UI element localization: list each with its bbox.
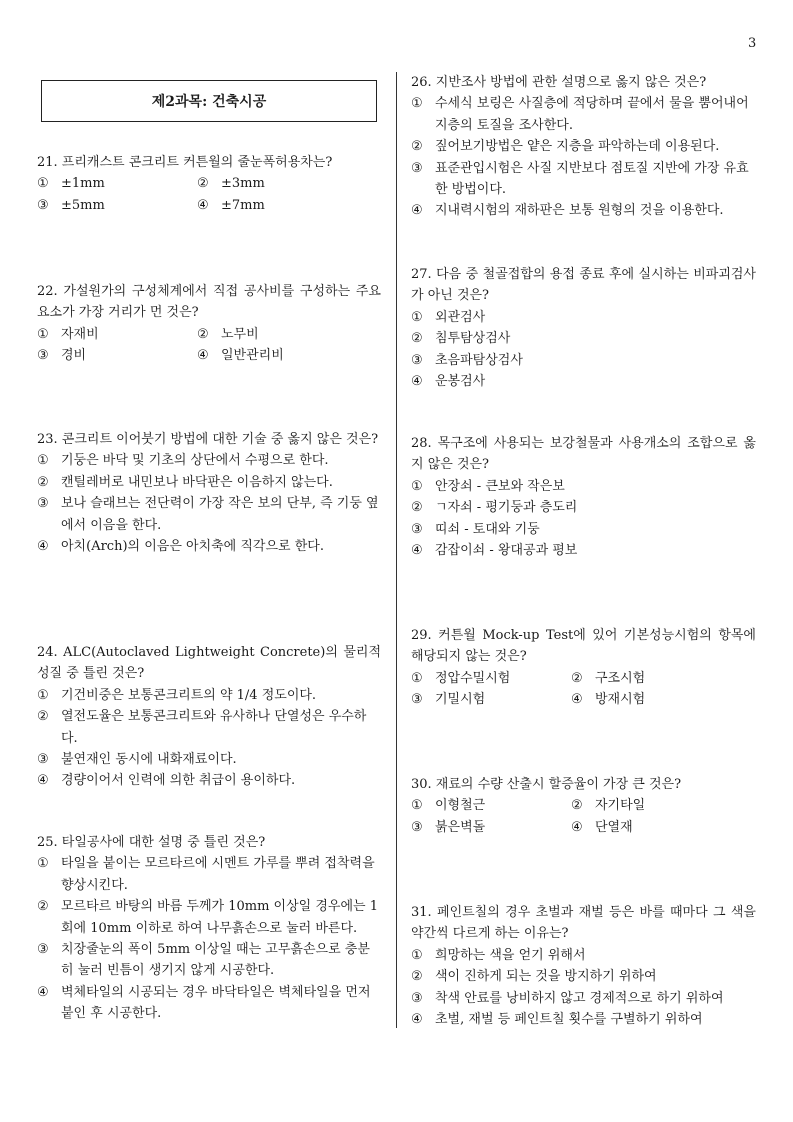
question-24 — [37, 642, 381, 792]
option-1[interactable]: ① 자재비 — [37, 326, 99, 342]
option-2[interactable]: ② 노무비 — [197, 326, 259, 342]
question-29 — [411, 625, 756, 711]
option-1[interactable]: ① 외관검사 — [411, 309, 486, 325]
question-stem: 23. 콘크리트 이어붓기 방법에 대한 기술 중 옳지 않은 것은? — [37, 432, 379, 447]
subject-title: 제2과목: 건축시공 — [41, 80, 377, 122]
question-stem: 25. 타일공사에 대한 설명 중 틀린 것은? — [37, 835, 266, 850]
option-2[interactable]: ② 구조시험 — [571, 670, 646, 686]
question-stem: 26. 지반조사 방법에 관한 설명으로 옳지 않은 것은? — [411, 75, 707, 90]
option-3[interactable]: ③ 붉은벽돌 — [411, 819, 486, 835]
question-30 — [411, 774, 756, 838]
option-4[interactable]: ④ 일반관리비 — [197, 348, 284, 364]
option-2[interactable]: ② 캔틸레버로 내민보나 바닥판은 이음하지 않는다. — [37, 474, 333, 490]
option-4[interactable]: ④ 운봉검사 — [411, 374, 486, 390]
option-1[interactable]: ① 기둥은 바닥 및 기초의 상단에서 수평으로 한다. — [37, 453, 329, 469]
option-2[interactable]: ② 자기타일 — [571, 798, 646, 814]
option-3[interactable]: ③ 치장줄눈의 폭이 5mm 이상일 때는 고무흙손으로 충분히 눌러 빈틈이 생기지 않게 시공한다. — [37, 942, 370, 979]
question-23 — [37, 429, 381, 557]
option-4[interactable]: ④ ±7mm — [197, 197, 265, 213]
question-21 — [37, 152, 381, 216]
option-4[interactable]: ④ 감잡이쇠 - 왕대공과 평보 — [411, 543, 578, 559]
question-22 — [37, 281, 381, 367]
option-3[interactable]: ③ 표준관입시험은 사질 지반보다 점토질 지반에 가장 유효한 방법이다. — [411, 160, 749, 198]
question-stem: 21. 프리캐스트 콘크리트 커튼월의 줄눈폭허용차는? — [37, 155, 333, 170]
option-2[interactable]: ② 침투탐상검사 — [411, 331, 511, 347]
option-4[interactable]: ④ 방재시험 — [571, 692, 646, 708]
option-3[interactable]: ③ 불연재인 동시에 내화재료이다. — [37, 752, 237, 768]
question-31 — [411, 902, 756, 1030]
question-stem: 31. 페인트칠의 경우 초벌과 재벌 등은 바를 때마다 그 색을 약간씩 다르게 하는 이유는? — [411, 905, 756, 942]
question-28 — [411, 433, 756, 561]
option-4[interactable]: ④ 아치(Arch)의 이음은 아치축에 직각으로 한다. — [37, 539, 324, 555]
question-25 — [37, 832, 381, 1025]
option-2[interactable]: ② 열전도율은 보통콘크리트와 유사하나 단열성은 우수하다. — [37, 709, 367, 746]
question-stem: 24. ALC(Autoclaved Lightweight Concrete)의 물리적 성질 중 틀린 것은? — [37, 645, 381, 682]
option-1[interactable]: ① 정압수밀시험 — [411, 670, 511, 686]
question-26 — [411, 72, 756, 222]
option-1[interactable]: ① ±1mm — [37, 176, 105, 192]
option-2[interactable]: ② 색이 진하게 되는 것을 방지하기 위하여 — [411, 969, 657, 985]
option-2[interactable]: ② 모르타르 바탕의 바름 두께가 10mm 이상일 경우에는 1회에 10mm 이하로 하여 나무흙손으로 눌러 바른다. — [37, 899, 378, 936]
question-stem: 29. 커튼월 Mock-up Test에 있어 기본성능시험의 항목에 해당되지 않는 것은? — [411, 628, 756, 665]
option-3[interactable]: ③ 경비 — [37, 348, 87, 364]
option-1[interactable]: ① 안장쇠 - 큰보와 작은보 — [411, 478, 565, 494]
option-3[interactable]: ③ 보나 슬래브는 전단력이 가장 작은 보의 단부, 즉 기둥 옆에서 이음을 한다. — [37, 496, 379, 533]
option-2[interactable]: ② ±3mm — [197, 176, 265, 192]
option-4[interactable]: ④ 벽체타일의 시공되는 경우 바닥타일은 벽체타일을 먼저 붙인 후 시공한다. — [37, 984, 371, 1022]
option-3[interactable]: ③ ±5mm — [37, 197, 105, 213]
option-2[interactable]: ② 짚어보기방법은 얕은 지층을 파악하는데 이용된다. — [411, 139, 720, 155]
option-4[interactable]: ④ 단열재 — [571, 819, 633, 835]
question-stem: 30. 재료의 수량 산출시 할증율이 가장 큰 것은? — [411, 777, 682, 792]
question-stem: 27. 다음 중 철골접합의 용접 종료 후에 실시하는 비파괴검사가 아닌 것은? — [411, 267, 756, 304]
option-4[interactable]: ④ 초벌, 재벌 등 페인트칠 횟수를 구별하기 위하여 — [411, 1012, 703, 1028]
option-3[interactable]: ③ 착색 안료를 낭비하지 않고 경제적으로 하기 위하여 — [411, 990, 724, 1006]
option-2[interactable]: ② ㄱ자쇠 - 평기둥과 층도리 — [411, 500, 578, 516]
option-3[interactable]: ③ 초음파탐상검사 — [411, 352, 523, 368]
option-3[interactable]: ③ 기밀시험 — [411, 692, 486, 708]
question-stem: 22. 가설원가의 구성체계에서 직접 공사비를 구성하는 주요요소가 가장 거리가 먼 것은? — [37, 284, 381, 321]
question-27 — [411, 264, 756, 392]
option-1[interactable]: ① 수세식 보링은 사질층에 적당하며 끝에서 물을 뿜어내어 지층의 토질을 조사한다. — [411, 96, 749, 133]
option-1[interactable]: ① 타일을 붙이는 모르타르에 시멘트 가루를 뿌려 접착력을 향상시킨다. — [37, 856, 375, 893]
option-4[interactable]: ④ 지내력시험의 재하판은 보통 원형의 것을 이용한다. — [411, 203, 724, 219]
option-4[interactable]: ④ 경량이어서 인력에 의한 취급이 용이하다. — [37, 773, 296, 789]
page-number: 3 — [748, 36, 757, 51]
option-1[interactable]: ① 이형철근 — [411, 798, 486, 814]
question-stem: 28. 목구조에 사용되는 보강철물과 사용개소의 조합으로 옳지 않은 것은? — [411, 436, 756, 473]
option-3[interactable]: ③ 띠쇠 - 토대와 기둥 — [411, 521, 540, 537]
column-divider — [396, 72, 397, 1028]
option-1[interactable]: ① 희망하는 색을 얻기 위해서 — [411, 947, 586, 963]
option-1[interactable]: ① 기건비중은 보통콘크리트의 약 1/4 정도이다. — [37, 687, 317, 703]
